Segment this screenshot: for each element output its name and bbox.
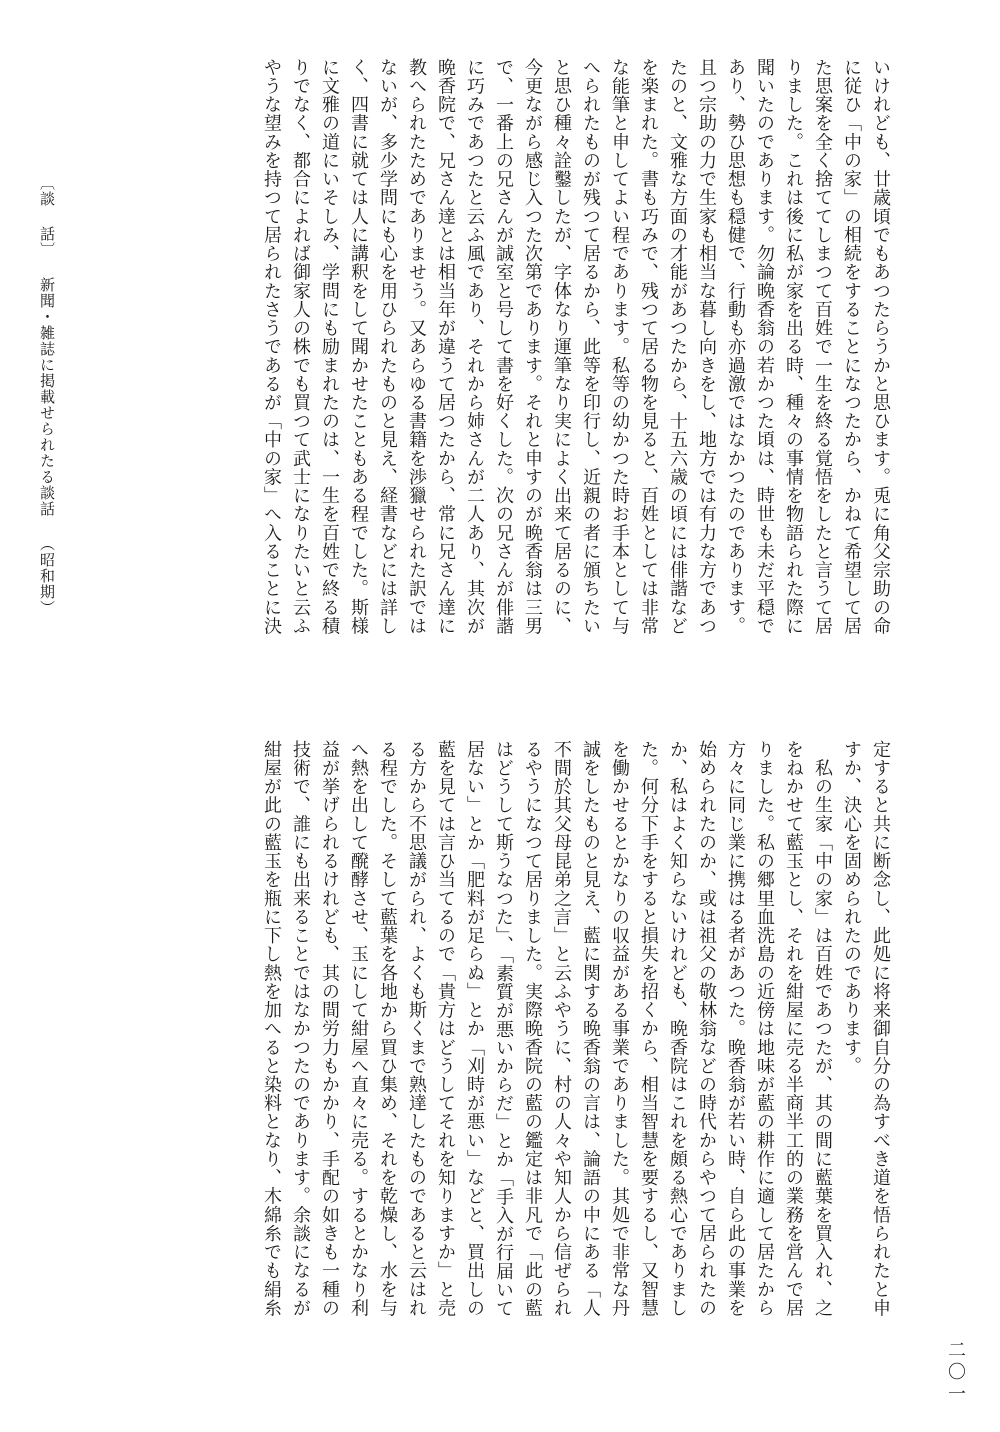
text-column: 今更ながら感じ入つた次第であります。それと申すのが晩香翁は三男 — [522, 58, 543, 636]
text-column: に従ひ「中の家」の相続をすることになつたから、かねて希望して居 — [841, 58, 862, 636]
page-number: 二〇一 — [945, 1340, 966, 1406]
text-column: 益が挙げられるけれども、其の間労力もかかり、手配の如きも一種の — [319, 740, 340, 1318]
text-column: に巧みであつたと云ふ風であり、それから姉さんが二人あり、其次が — [464, 58, 485, 636]
text-column: ないが、多少学問にも心を用ひられたものと見え、経書などには詳し — [377, 58, 398, 636]
text-column: 藍を見ては言ひ当てるので「貴方はどうしてそれを知りますか」と売 — [435, 740, 456, 1318]
text-column: た。何分下手をすると損失を招くから、相当智慧を要するし、又智慧 — [638, 740, 659, 1318]
text-column: たのと、文雅な方面の才能があつたから、十五六歳の頃には俳諧など — [667, 58, 688, 636]
text-column: すか、決心を固められたのであります。 — [841, 740, 862, 1076]
text-column: 紺屋が此の藍玉を瓶に下し熱を加へると染料となり、木綿糸でも絹糸 — [261, 740, 282, 1318]
text-column: た思案を全く捨ててしまつて百姓で一生を終る覚悟をしたと言うて居 — [812, 58, 833, 636]
text-column: あり、勢ひ思想も穏健で、行動も亦過激ではなかつたのであります。 — [725, 58, 746, 636]
text-column: りました。これは後に私が家を出る時、種々の事情を物語られた際に — [783, 58, 804, 636]
text-column: 定すると共に断念し、此処に将来御自分の為すべき道を悟られたと申 — [870, 740, 891, 1318]
text-column: いけれども、廿歳頃でもあつたらうかと思ひます。兎に角父宗助の命 — [870, 58, 891, 636]
text-column: りでなく、都合によれば御家人の株でも買つて武士になりたいと云ふ — [290, 58, 311, 636]
text-column: か、私はよく知らないけれども、晩香院はこれを頗る熱心でありまし — [667, 740, 688, 1318]
text-column: 不間於其父母昆弟之言」と云ふやうに、村の人々や知人から信ぜられ — [551, 740, 572, 1318]
running-header: 〔談 話〕 新聞・雑誌に掲載せられたる談話 （昭和期） — [38, 175, 56, 616]
text-column: をねかせて藍玉とし、それを紺屋に売る半商半工的の業務を営んで居 — [783, 740, 804, 1318]
text-column: 聞いたのであります。勿論晩香翁の若かつた頃は、時世も未だ平穏で — [754, 58, 775, 636]
text-column: 晩香院で、兄さん達とは相当年が違うて居つたから、常に兄さん達に — [435, 58, 456, 636]
text-column: 技術で、誰にも出来ることではなかつたのであります。余談になるが — [290, 740, 311, 1318]
text-column: を働かせるとかなりの収益がある事業でありました。其処で非常な丹 — [609, 740, 630, 1318]
text-column: へられたものが残つて居るから、此等を印行し、近親の者に頒ちたい — [580, 58, 601, 636]
text-column: を楽まれた。書も巧みで、残つて居る物を見ると、百姓としては非常 — [638, 58, 659, 636]
text-column: るやうになつて居りました。実際晩香院の藍の鑑定は非凡で「此の藍 — [522, 740, 543, 1318]
text-column: 且つ宗助の力で生家も相当な暮し向きをし、地方では有力な方であつ — [696, 58, 717, 636]
text-column: 私の生家「中の家」は百姓であつたが、其の間に藍葉を買入れ、之 — [812, 740, 833, 1318]
text-column: やうな望みを持つて居られたさうであるが「中の家」へ入ることに決 — [261, 58, 282, 636]
text-column: く、四書に就ては人に講釈をして聞かせたこともある程でした。斯様 — [348, 58, 369, 636]
text-column: 始められたのか、或は祖父の敬林翁などの時代からやつて居られたの — [696, 740, 717, 1318]
text-column: に文雅の道にいそしみ、学問にも励まれたのは、一生を百姓で終る積 — [319, 58, 340, 636]
text-column: 教へられたためでありませう。又あらゆる書籍を渉獵せられた訳では — [406, 58, 427, 636]
text-column: る程でした。そして藍葉を各地から買ひ集め、それを乾燥し、水を与 — [377, 740, 398, 1318]
upper-text-block — [95, 58, 895, 688]
text-column: 方々に同じ業に携はる者があつた。晩香翁が若い時、自ら此の事業を — [725, 740, 746, 1318]
text-column: へ熱を出して醗酵させ、玉にして紺屋へ直々に売る。するとかなり利 — [348, 740, 369, 1318]
text-column: と思ひ種々詮鑿したが、字体なり運筆なり実によく出来て居るのに、 — [551, 58, 572, 636]
text-column: な能筆と申してよい程であります。私等の幼かつた時お手本として与 — [609, 58, 630, 636]
text-column: 誠をしたものと見え、藍に関する晩香翁の言は、論語の中にある「人 — [580, 740, 601, 1318]
text-column: りました。私の郷里血洗島の近傍は地味が藍の耕作に適して居たから — [754, 740, 775, 1318]
text-column: 居ない」とか「肥料が足らぬ」とか「刈時が悪い」などと、買出しの — [464, 740, 485, 1318]
text-column: はどうして斯うなつた」、「素質が悪いからだ」とか「手入が行届いて — [493, 740, 514, 1318]
text-column: で、一番上の兄さんが誠室と号して書を好くした。次の兄さんが俳諧 — [493, 58, 514, 636]
text-column: る方から不思議がられ、よくも斯くまで熟達したものであると云はれ — [406, 740, 427, 1318]
lower-text-block — [95, 740, 895, 1380]
